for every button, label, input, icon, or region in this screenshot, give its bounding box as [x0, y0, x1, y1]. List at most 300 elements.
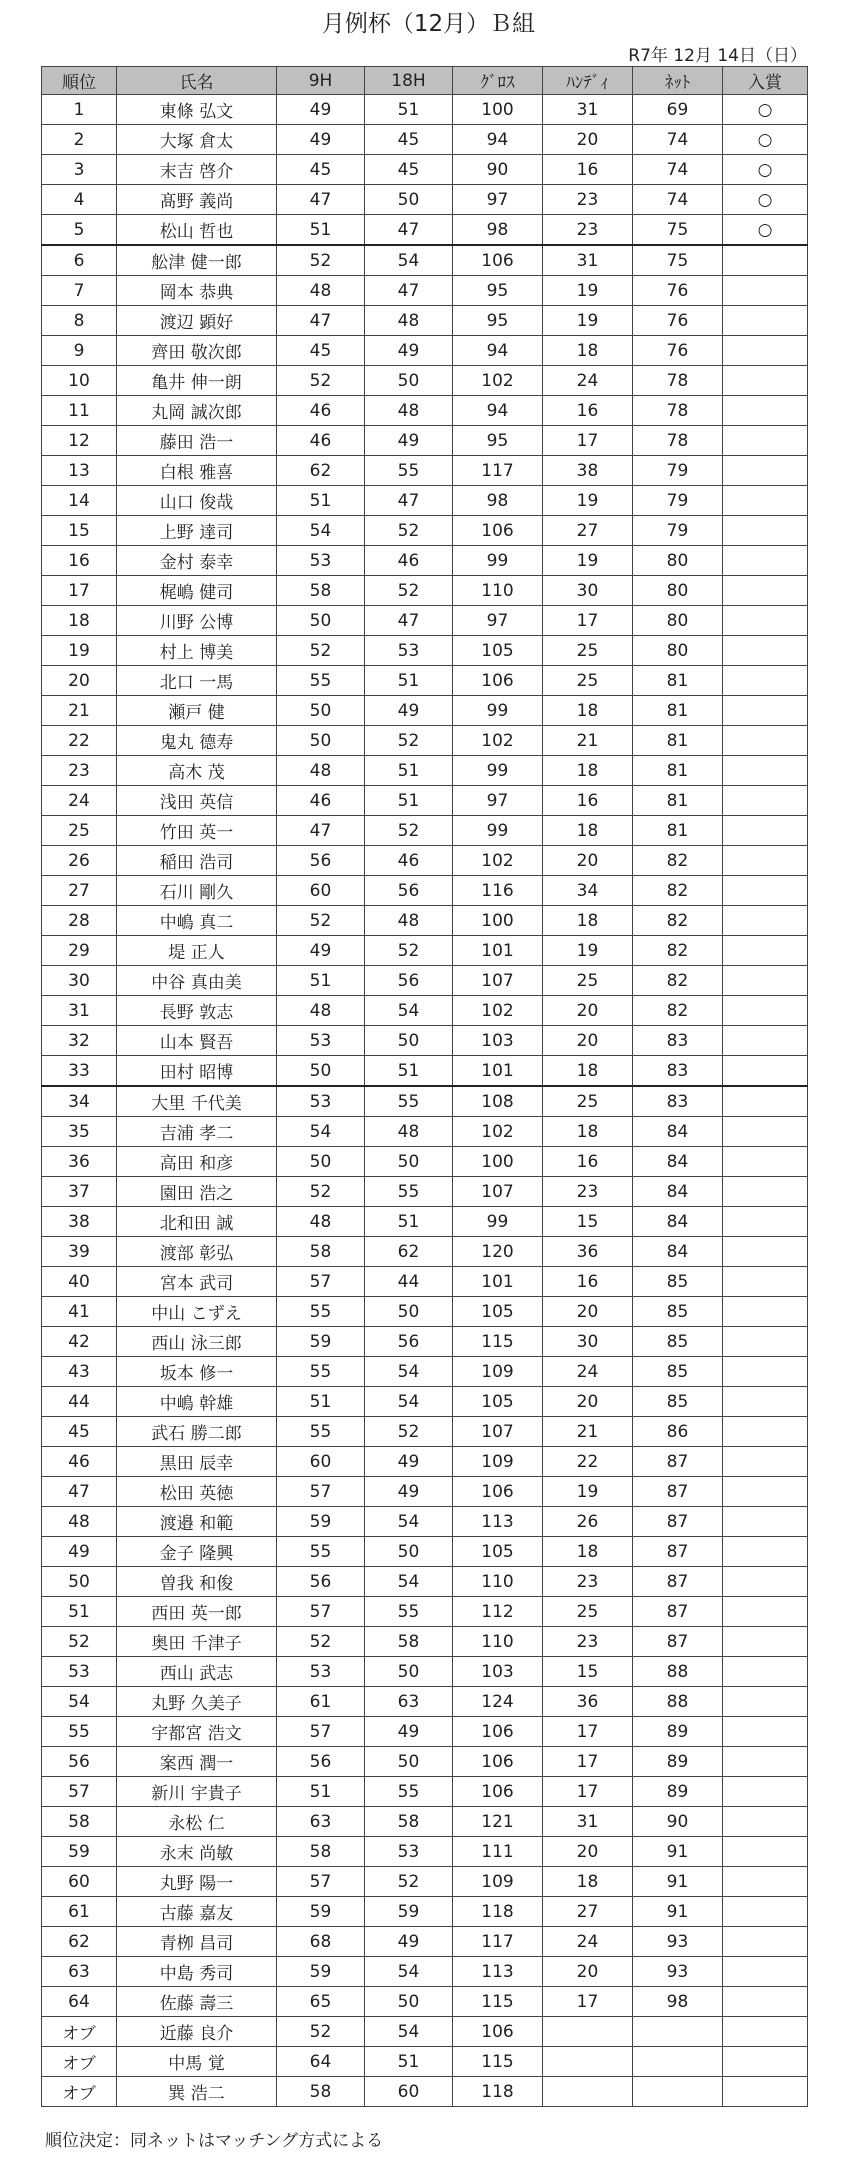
cell-prize: [723, 1297, 808, 1327]
cell-18h: 54: [365, 1957, 453, 1987]
cell-9h: 52: [277, 906, 365, 936]
cell-name: 黒田 辰幸: [117, 1447, 277, 1477]
cell-name: 北口 一馬: [117, 666, 277, 696]
cell-9h: 53: [277, 1026, 365, 1056]
table-row: [42, 1177, 808, 1207]
cell-handicap: 18: [543, 906, 633, 936]
cell-rank: 58: [42, 1807, 117, 1837]
cell-net: 89: [633, 1747, 723, 1777]
table-row: [42, 1957, 808, 1987]
cell-name: 白根 雅喜: [117, 456, 277, 486]
table-row: [42, 276, 808, 306]
cell-9h: 52: [277, 1627, 365, 1657]
cell-prize: [723, 1237, 808, 1267]
cell-rank: 39: [42, 1237, 117, 1267]
table-row: [42, 396, 808, 426]
cell-prize: [723, 1807, 808, 1837]
cell-net: 78: [633, 426, 723, 456]
cell-rank: 43: [42, 1357, 117, 1387]
cell-prize: [723, 1056, 808, 1087]
table-row: [42, 1147, 808, 1177]
cell-prize: [723, 1957, 808, 1987]
cell-net: 81: [633, 696, 723, 726]
cell-9h: 53: [277, 1086, 365, 1117]
cell-18h: 56: [365, 966, 453, 996]
cell-gross: 110: [453, 1627, 543, 1657]
table-row: [42, 576, 808, 606]
table-row: [42, 1447, 808, 1477]
cell-handicap: 19: [543, 276, 633, 306]
cell-prize: [723, 1597, 808, 1627]
cell-9h: 51: [277, 1777, 365, 1807]
cell-net: 93: [633, 1957, 723, 1987]
cell-handicap: 17: [543, 1777, 633, 1807]
cell-net: 89: [633, 1777, 723, 1807]
cell-handicap: 24: [543, 366, 633, 396]
cell-handicap: 20: [543, 1387, 633, 1417]
cell-handicap: 17: [543, 606, 633, 636]
cell-net: 75: [633, 215, 723, 246]
cell-18h: 50: [365, 1747, 453, 1777]
table-row: [42, 726, 808, 756]
cell-handicap: 20: [543, 125, 633, 155]
cell-handicap: 31: [543, 245, 633, 276]
cell-net: 78: [633, 366, 723, 396]
cell-gross: 99: [453, 546, 543, 576]
cell-handicap: 19: [543, 306, 633, 336]
cell-9h: 60: [277, 876, 365, 906]
cell-rank: 37: [42, 1177, 117, 1207]
cell-handicap: 30: [543, 576, 633, 606]
table-row: [42, 215, 808, 246]
cell-gross: 124: [453, 1687, 543, 1717]
cell-handicap: [543, 2047, 633, 2077]
cell-handicap: 17: [543, 1987, 633, 2017]
cell-prize: [723, 786, 808, 816]
cell-net: 80: [633, 576, 723, 606]
cell-18h: 50: [365, 1147, 453, 1177]
cell-name: 西山 泳三郎: [117, 1327, 277, 1357]
header-18h: 18H: [365, 67, 453, 95]
cell-18h: 52: [365, 816, 453, 846]
cell-rank: 27: [42, 876, 117, 906]
cell-prize: [723, 1837, 808, 1867]
cell-name: 山口 俊哉: [117, 486, 277, 516]
cell-rank: 55: [42, 1717, 117, 1747]
cell-name: 園田 浩之: [117, 1177, 277, 1207]
cell-9h: 47: [277, 306, 365, 336]
cell-gross: 115: [453, 1987, 543, 2017]
cell-rank: 14: [42, 486, 117, 516]
cell-handicap: 15: [543, 1657, 633, 1687]
cell-prize: [723, 2077, 808, 2107]
cell-gross: 97: [453, 185, 543, 215]
cell-rank: オブ: [42, 2077, 117, 2107]
table-row: [42, 1507, 808, 1537]
cell-18h: 53: [365, 1837, 453, 1867]
cell-9h: 60: [277, 1447, 365, 1477]
cell-gross: 112: [453, 1597, 543, 1627]
table-row: [42, 1387, 808, 1417]
cell-net: 80: [633, 606, 723, 636]
table-row: [42, 1657, 808, 1687]
cell-net: 87: [633, 1627, 723, 1657]
cell-gross: 109: [453, 1867, 543, 1897]
cell-handicap: 17: [543, 426, 633, 456]
table-row: [42, 336, 808, 366]
table-row: [42, 2047, 808, 2077]
cell-9h: 53: [277, 546, 365, 576]
cell-18h: 50: [365, 1026, 453, 1056]
header-prize: 入賞: [723, 67, 808, 95]
cell-name: 案西 潤一: [117, 1747, 277, 1777]
cell-18h: 54: [365, 2017, 453, 2047]
cell-9h: 47: [277, 816, 365, 846]
cell-net: 81: [633, 666, 723, 696]
cell-gross: 102: [453, 726, 543, 756]
cell-18h: 46: [365, 546, 453, 576]
cell-name: 瀬戸 健: [117, 696, 277, 726]
cell-name: 曽我 和俊: [117, 1567, 277, 1597]
cell-net: 78: [633, 396, 723, 426]
cell-18h: 63: [365, 1687, 453, 1717]
cell-handicap: 27: [543, 1897, 633, 1927]
cell-name: 中馬 覚: [117, 2047, 277, 2077]
cell-handicap: 23: [543, 215, 633, 246]
cell-net: [633, 2047, 723, 2077]
cell-handicap: 25: [543, 966, 633, 996]
cell-rank: 22: [42, 726, 117, 756]
cell-handicap: 30: [543, 1327, 633, 1357]
cell-prize: [723, 1267, 808, 1297]
cell-rank: 12: [42, 426, 117, 456]
table-row: [42, 636, 808, 666]
cell-net: 85: [633, 1267, 723, 1297]
cell-prize: [723, 1026, 808, 1056]
cell-prize: [723, 576, 808, 606]
cell-gross: 100: [453, 1147, 543, 1177]
cell-18h: 54: [365, 1507, 453, 1537]
cell-handicap: 25: [543, 636, 633, 666]
cell-handicap: 15: [543, 1207, 633, 1237]
cell-rank: 56: [42, 1747, 117, 1777]
cell-9h: 54: [277, 516, 365, 546]
cell-net: 79: [633, 486, 723, 516]
cell-gross: 100: [453, 906, 543, 936]
cell-handicap: 21: [543, 726, 633, 756]
cell-handicap: 25: [543, 1086, 633, 1117]
cell-gross: 111: [453, 1837, 543, 1867]
cell-net: 87: [633, 1597, 723, 1627]
table-row: [42, 1687, 808, 1717]
cell-name: 高田 和彦: [117, 1147, 277, 1177]
cell-name: 金村 泰幸: [117, 546, 277, 576]
cell-9h: 49: [277, 936, 365, 966]
cell-18h: 49: [365, 336, 453, 366]
cell-net: 88: [633, 1657, 723, 1687]
table-row: [42, 1597, 808, 1627]
cell-gross: 100: [453, 95, 543, 125]
table-row: [42, 1537, 808, 1567]
cell-rank: 44: [42, 1387, 117, 1417]
table-row: [42, 1237, 808, 1267]
cell-18h: 52: [365, 936, 453, 966]
table-row: [42, 1837, 808, 1867]
cell-rank: 40: [42, 1267, 117, 1297]
cell-rank: 11: [42, 396, 117, 426]
table-row: [42, 696, 808, 726]
cell-handicap: 25: [543, 1597, 633, 1627]
cell-9h: 52: [277, 245, 365, 276]
cell-rank: 6: [42, 245, 117, 276]
cell-gross: 117: [453, 1927, 543, 1957]
cell-handicap: 19: [543, 486, 633, 516]
cell-rank: 9: [42, 336, 117, 366]
cell-prize: [723, 666, 808, 696]
cell-handicap: 16: [543, 1147, 633, 1177]
cell-prize: [723, 1897, 808, 1927]
cell-name: 坂本 修一: [117, 1357, 277, 1387]
cell-prize: ○: [723, 95, 808, 125]
cell-name: 大里 千代美: [117, 1086, 277, 1117]
cell-rank: 15: [42, 516, 117, 546]
cell-rank: 47: [42, 1477, 117, 1507]
cell-rank: オブ: [42, 2047, 117, 2077]
cell-18h: 53: [365, 636, 453, 666]
cell-handicap: 23: [543, 1177, 633, 1207]
cell-rank: 50: [42, 1567, 117, 1597]
cell-net: 80: [633, 636, 723, 666]
cell-net: 90: [633, 1807, 723, 1837]
cell-gross: 106: [453, 1717, 543, 1747]
cell-name: 堤 正人: [117, 936, 277, 966]
table-row: [42, 1717, 808, 1747]
table-row: [42, 936, 808, 966]
cell-rank: 53: [42, 1657, 117, 1687]
cell-gross: 106: [453, 245, 543, 276]
cell-handicap: 18: [543, 816, 633, 846]
cell-handicap: 24: [543, 1357, 633, 1387]
cell-gross: 97: [453, 606, 543, 636]
table-row: [42, 1417, 808, 1447]
cell-gross: 102: [453, 1117, 543, 1147]
results-table: [41, 66, 808, 2107]
cell-net: 76: [633, 336, 723, 366]
cell-gross: 121: [453, 1807, 543, 1837]
cell-prize: [723, 1086, 808, 1117]
cell-9h: 59: [277, 1957, 365, 1987]
table-row: [42, 486, 808, 516]
table-row: [42, 816, 808, 846]
cell-name: 長野 敦志: [117, 996, 277, 1026]
cell-net: 85: [633, 1297, 723, 1327]
header-name: 氏名: [117, 67, 277, 95]
cell-prize: [723, 1567, 808, 1597]
cell-18h: 48: [365, 396, 453, 426]
cell-rank: 20: [42, 666, 117, 696]
cell-gross: 103: [453, 1657, 543, 1687]
cell-18h: 49: [365, 1927, 453, 1957]
cell-rank: 29: [42, 936, 117, 966]
cell-9h: 57: [277, 1717, 365, 1747]
cell-18h: 58: [365, 1627, 453, 1657]
cell-name: 東條 弘文: [117, 95, 277, 125]
cell-net: 81: [633, 726, 723, 756]
cell-name: 田村 昭博: [117, 1056, 277, 1087]
cell-rank: 35: [42, 1117, 117, 1147]
cell-handicap: 38: [543, 456, 633, 486]
cell-prize: [723, 906, 808, 936]
cell-18h: 50: [365, 366, 453, 396]
cell-net: 79: [633, 456, 723, 486]
cell-net: 82: [633, 846, 723, 876]
table-row: [42, 1056, 808, 1087]
cell-gross: 113: [453, 1507, 543, 1537]
cell-18h: 52: [365, 1417, 453, 1447]
cell-18h: 54: [365, 996, 453, 1026]
cell-handicap: 36: [543, 1237, 633, 1267]
cell-9h: 68: [277, 1927, 365, 1957]
cell-9h: 52: [277, 366, 365, 396]
cell-rank: 42: [42, 1327, 117, 1357]
cell-gross: 118: [453, 1897, 543, 1927]
cell-handicap: 22: [543, 1447, 633, 1477]
cell-handicap: 17: [543, 1747, 633, 1777]
cell-9h: 55: [277, 1537, 365, 1567]
cell-9h: 55: [277, 1357, 365, 1387]
cell-gross: 106: [453, 1777, 543, 1807]
cell-net: 84: [633, 1237, 723, 1267]
cell-9h: 65: [277, 1987, 365, 2017]
cell-gross: 105: [453, 1537, 543, 1567]
cell-handicap: 18: [543, 1117, 633, 1147]
cell-name: 丸岡 誠次郎: [117, 396, 277, 426]
header-row: [42, 67, 808, 95]
cell-prize: [723, 1177, 808, 1207]
cell-name: 永松 仁: [117, 1807, 277, 1837]
cell-name: 渡部 彰弘: [117, 1237, 277, 1267]
table-row: [42, 245, 808, 276]
cell-net: [633, 2077, 723, 2107]
cell-rank: 61: [42, 1897, 117, 1927]
cell-handicap: 20: [543, 846, 633, 876]
cell-net: 79: [633, 516, 723, 546]
cell-prize: [723, 966, 808, 996]
cell-net: 83: [633, 1056, 723, 1087]
table-row: [42, 1927, 808, 1957]
cell-rank: 13: [42, 456, 117, 486]
cell-name: 川野 公博: [117, 606, 277, 636]
cell-handicap: 20: [543, 1957, 633, 1987]
cell-9h: 51: [277, 486, 365, 516]
cell-18h: 55: [365, 1597, 453, 1627]
cell-prize: [723, 816, 808, 846]
cell-net: 69: [633, 95, 723, 125]
header-handicap: ﾊﾝﾃﾞｨ: [543, 67, 633, 95]
cell-gross: 101: [453, 936, 543, 966]
cell-prize: [723, 456, 808, 486]
cell-gross: 107: [453, 1417, 543, 1447]
cell-net: 81: [633, 786, 723, 816]
cell-net: 98: [633, 1987, 723, 2017]
cell-gross: 95: [453, 306, 543, 336]
cell-handicap: 19: [543, 546, 633, 576]
cell-gross: 106: [453, 516, 543, 546]
cell-rank: 30: [42, 966, 117, 996]
cell-net: 80: [633, 546, 723, 576]
cell-net: 81: [633, 816, 723, 846]
cell-18h: 52: [365, 576, 453, 606]
cell-name: 浅田 英信: [117, 786, 277, 816]
cell-rank: 16: [42, 546, 117, 576]
cell-9h: 52: [277, 1177, 365, 1207]
cell-18h: 49: [365, 1447, 453, 1477]
cell-gross: 110: [453, 576, 543, 606]
cell-prize: [723, 936, 808, 966]
cell-9h: 58: [277, 2077, 365, 2107]
cell-prize: [723, 636, 808, 666]
cell-18h: 50: [365, 1987, 453, 2017]
cell-9h: 59: [277, 1327, 365, 1357]
cell-name: 竹田 英一: [117, 816, 277, 846]
cell-handicap: 25: [543, 666, 633, 696]
cell-18h: 54: [365, 1387, 453, 1417]
cell-gross: 106: [453, 666, 543, 696]
cell-handicap: 16: [543, 786, 633, 816]
cell-gross: 118: [453, 2077, 543, 2107]
cell-18h: 49: [365, 1477, 453, 1507]
cell-9h: 49: [277, 95, 365, 125]
cell-18h: 48: [365, 906, 453, 936]
cell-prize: [723, 1147, 808, 1177]
table-row: [42, 1627, 808, 1657]
cell-prize: [723, 366, 808, 396]
cell-rank: 4: [42, 185, 117, 215]
cell-name: 松田 英徳: [117, 1477, 277, 1507]
cell-gross: 110: [453, 1567, 543, 1597]
cell-gross: 115: [453, 1327, 543, 1357]
cell-prize: [723, 1627, 808, 1657]
cell-prize: [723, 516, 808, 546]
table-row: [42, 786, 808, 816]
cell-prize: [723, 245, 808, 276]
cell-prize: [723, 2047, 808, 2077]
footnote: 順位決定：同ネットはマッチング方式による: [45, 2131, 384, 2151]
cell-rank: 21: [42, 696, 117, 726]
table-row: [42, 306, 808, 336]
table-row: [42, 906, 808, 936]
cell-gross: 109: [453, 1447, 543, 1477]
table-row: [42, 876, 808, 906]
cell-gross: 106: [453, 2017, 543, 2047]
cell-gross: 94: [453, 336, 543, 366]
cell-gross: 99: [453, 756, 543, 786]
cell-prize: [723, 996, 808, 1026]
cell-name: 松山 哲也: [117, 215, 277, 246]
table-row: [42, 2017, 808, 2047]
cell-18h: 50: [365, 1297, 453, 1327]
cell-gross: 102: [453, 846, 543, 876]
cell-name: 新川 宇貴子: [117, 1777, 277, 1807]
cell-prize: [723, 546, 808, 576]
cell-gross: 113: [453, 1957, 543, 1987]
cell-prize: [723, 756, 808, 786]
cell-9h: 51: [277, 215, 365, 246]
cell-name: 中嶋 幹雄: [117, 1387, 277, 1417]
cell-gross: 105: [453, 636, 543, 666]
cell-18h: 50: [365, 1657, 453, 1687]
cell-18h: 48: [365, 1117, 453, 1147]
